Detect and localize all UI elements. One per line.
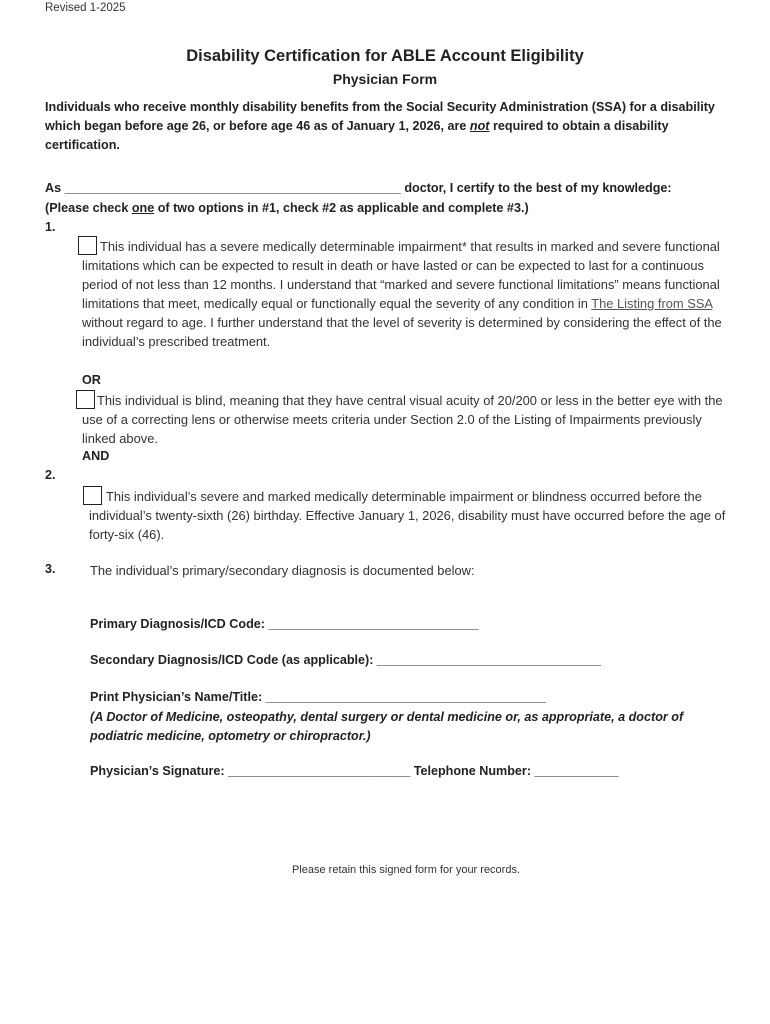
option-1a-text-before: This individual has a severe medically determinable impairment* that results in marked and severe functional limitations which can be expected to result in death or have lasted or can be expected to last for a continuous period of not less than 12 months. I understand that “marked and severe functional limitations” means functional limitations that meet, medically equal or functionally equal the severity of any condition in	[82, 239, 720, 311]
signature-telephone-field[interactable]: Physician’s Signature: __________________________ Telephone Number: ____________	[90, 764, 619, 778]
certify-prefix: As	[45, 181, 62, 195]
option-1b-text: This individual is blind, meaning that they have central visual acuity of 20/200 or less in the better eye with the use of a correcting lens or otherwise meets criteria under Section 2.0 of the Listing of Impairments previously linked above.	[82, 393, 723, 446]
item-2-text: This individual’s severe and marked medically determinable impairment or blindness occurred before the individual’s twenty-sixth (26) birthday. Effective January 1, 2026, disability must have occurred before the age of forty-six (46).	[89, 489, 726, 542]
form-subtitle: Physician Form	[332, 71, 438, 87]
form-title: Disability Certification for ABLE Account Eligibility	[186, 47, 584, 65]
item-1-number: 1.	[45, 220, 56, 234]
intro-emphasis: not	[469, 119, 490, 133]
listing-from-ssa-link[interactable]: The Listing from SSA	[591, 296, 713, 311]
physician-qualification-note: (A Doctor of Medicine, osteopathy, dental surgery or dental medicine or, as appropriate, a doctor of podiatric medicine, optometry or chiropractor.)	[90, 710, 684, 743]
option-1a-text-after: without regard to age. I further understand that the level of severity is determined by considering the effect of the individual’s prescribed treatment.	[82, 315, 722, 349]
revision-label: Revised 1-2025	[45, 2, 126, 14]
item-3-text: The individual’s primary/secondary diagnosis is documented below:	[90, 563, 475, 578]
doctor-type-blank[interactable]: ________________________________________________	[64, 181, 401, 195]
primary-diagnosis-field[interactable]: Primary Diagnosis/ICD Code: ______________________________	[90, 617, 479, 631]
certify-suffix: doctor, I certify to the best of my knowledge:	[404, 181, 672, 195]
instruction-line	[45, 201, 529, 215]
intro-text-after: required to obtain a disability certification.	[45, 119, 669, 152]
retain-notice: Please retain this signed form for your records.	[291, 864, 521, 876]
intro-text-before: Individuals who receive monthly disability benefits from the Social Security Administration (SSA) for a disability which began before age 26, or before age 46 as of January 1, 2026, are	[45, 100, 715, 133]
or-label: OR	[82, 373, 101, 387]
physician-name-field[interactable]: Print Physician’s Name/Title: ________________________________________	[90, 690, 546, 704]
instruction-before: (Please check	[45, 201, 132, 215]
instruction-emphasis: one	[131, 201, 155, 215]
item-3-number: 3.	[45, 562, 56, 576]
item-2-number: 2.	[45, 468, 56, 482]
secondary-diagnosis-field[interactable]: Secondary Diagnosis/ICD Code (as applicable): ________________________________	[90, 653, 602, 667]
option-1a-text	[82, 237, 727, 351]
and-label: AND	[82, 449, 110, 463]
intro-paragraph	[45, 98, 735, 155]
certify-line	[45, 181, 672, 195]
instruction-after: of two options in #1, check #2 as applicable and complete #3.)	[154, 201, 529, 215]
